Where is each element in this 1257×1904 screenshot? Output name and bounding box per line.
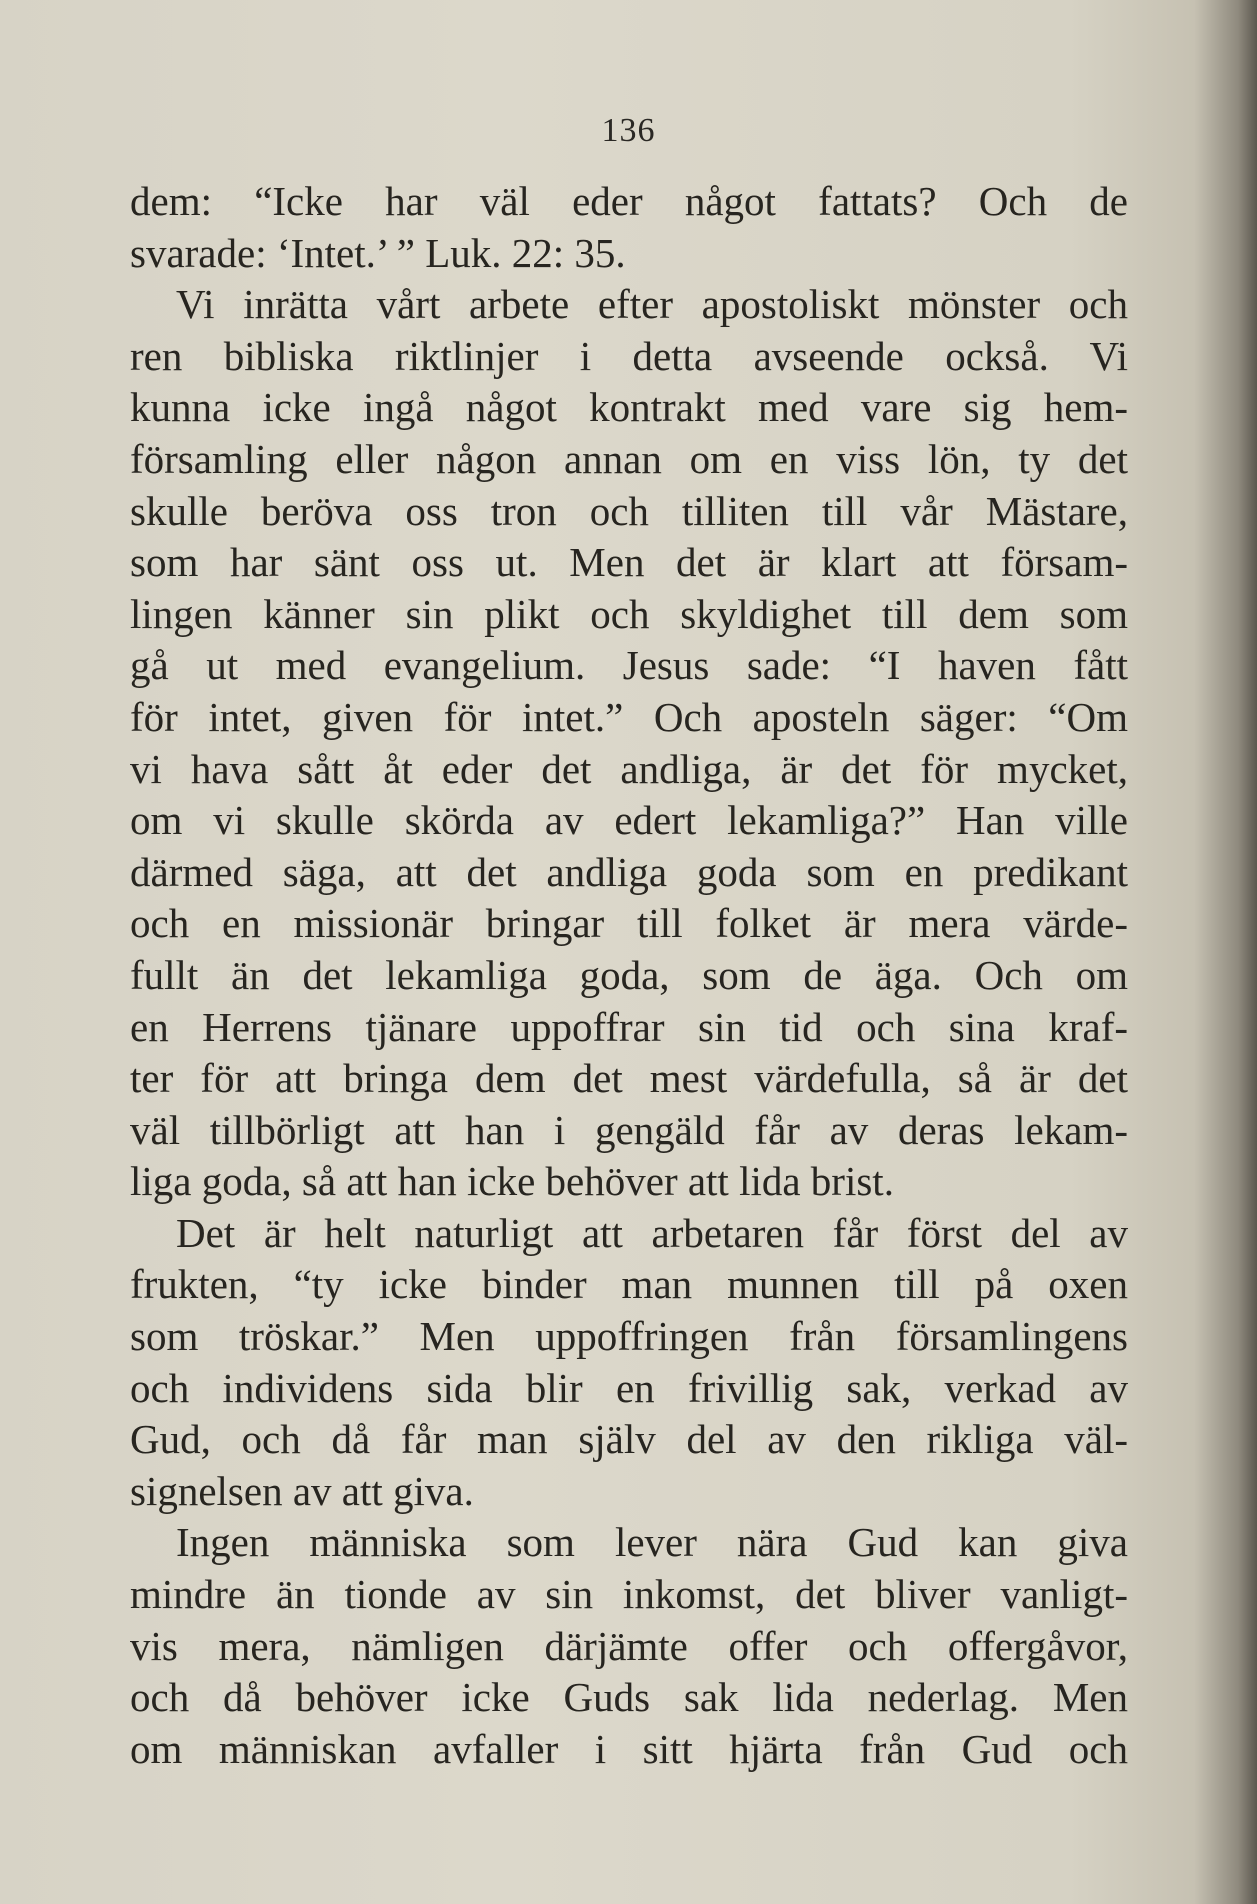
text-line: kunna icke ingå något kontrakt med vare sig hem- [130,384,1128,431]
text-line: för intet, given för intet.” Och aposteln säger: “Om [130,693,1128,740]
text-line: och individens sida blir en frivillig sak, verkad av [130,1364,1128,1411]
text-line: gå ut med evangelium. Jesus sade: “I haven fått [130,642,1128,689]
text-line: liga goda, så att han icke behöver att lida brist. [130,1158,894,1205]
text-line: om vi skulle skörda av edert lekamliga?” Han ville [130,797,1128,844]
text-line: ter för att bringa dem det mest värdefulla, så är det [130,1055,1128,1102]
text-line: lingen känner sin plikt och skyldighet till dem som [130,590,1128,637]
text-line: frukten, “ty icke binder man munnen till på oxen [130,1261,1128,1308]
text-line: Det är helt naturligt att arbetaren får först del av [176,1209,1128,1256]
text-line: och en missionär bringar till folket är mera värde- [130,900,1128,947]
text-line: därmed säga, att det andliga goda som en predikant [130,848,1128,895]
text-line: en Herrens tjänare uppoffrar sin tid och sina kraf- [130,1003,1128,1050]
text-line: svarade: ‘Intet.’ ” Luk. 22: 35. [130,229,626,276]
text-line: församling eller någon annan om en viss lön, ty det [130,435,1128,482]
text-line: som tröskar.” Men uppoffringen från församlingens [130,1313,1128,1360]
text-line: Gud, och då får man själv del av den rikliga väl- [130,1416,1128,1463]
text-line: vi hava sått åt eder det andliga, är det för mycket, [130,745,1128,792]
text-line: om människan avfaller i sitt hjärta från Gud och [130,1725,1128,1772]
text-line: och då behöver icke Guds sak lida nederlag. Men [130,1674,1128,1721]
text-line: Ingen människa som lever nära Gud kan giva [176,1519,1128,1566]
body-text [130,176,1128,1775]
text-line: signelsen av att giva. [130,1467,474,1514]
text-line: fullt än det lekamliga goda, som de äga. Och om [130,951,1128,998]
text-line: mindre än tionde av sin inkomst, det bliver vanligt- [130,1571,1128,1618]
page-number: 136 [601,112,656,149]
text-line: som har sänt oss ut. Men det är klart att försam- [130,539,1128,586]
text-line: Vi inrätta vårt arbete efter apostoliskt mönster och [176,281,1128,328]
text-line: dem: “Icke har väl eder något fattats? Och de [130,178,1128,224]
text-line: väl tillbörligt att han i gengäld får av deras lekam- [130,1106,1128,1153]
text-line: vis mera, nämligen därjämte offer och offergåvor, [130,1622,1128,1669]
text-line: skulle beröva oss tron och tilliten till vår Mästare, [130,487,1128,534]
text-line: ren bibliska riktlinjer i detta avseende också. Vi [130,332,1128,379]
